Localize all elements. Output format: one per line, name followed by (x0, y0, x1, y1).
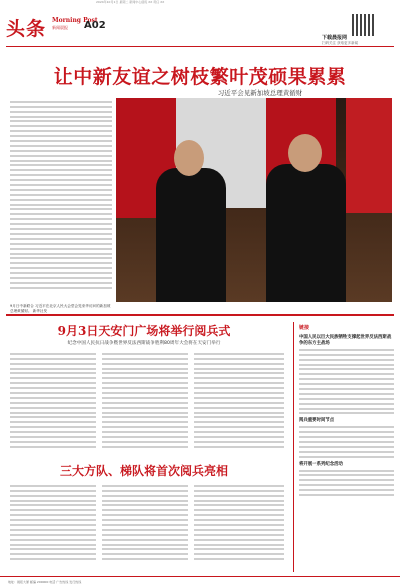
sidebar-item-title: 阅兵重要时间节点 (299, 418, 335, 424)
story2-column-1 (10, 350, 96, 458)
story3-column-2 (102, 482, 188, 572)
qr-code-icon (352, 14, 374, 36)
sidebar-item-title: 将开展一系列纪念活动 (299, 461, 343, 467)
lead-photo (116, 98, 392, 302)
sidebar-item-body (299, 426, 394, 457)
sidebar-item-body (299, 470, 394, 496)
page-footer: 地址：晨报大厦 邮编 200000 电话 广告热线 发行热线 (0, 576, 400, 588)
header-rule (6, 46, 394, 47)
person-left-head (174, 140, 204, 176)
app-name: 下载晨报网 (322, 35, 348, 41)
sidebar-links (293, 322, 394, 572)
flag (346, 98, 392, 213)
person-left (156, 168, 226, 302)
sidebar-item-title: 中国人民以巨大民族牺牲支撑起世界反法西斯战争的东方主战场 (299, 335, 392, 346)
date-line: 2024年10月1日 星期二 新闻中心值班 XX 责任 XX (96, 0, 165, 4)
story2-title: 9月3日天安门广场将举行阅兵式 (57, 324, 231, 338)
person-right-head (288, 134, 322, 172)
lead-body-text (10, 98, 112, 304)
newspaper-logo: Morning Post (52, 17, 98, 24)
app-subtitle: 扫码关注 获取更多新闻 (322, 41, 359, 45)
story2-column-2 (102, 350, 188, 458)
section-title: 头条 (6, 18, 47, 40)
lead-headline: 让中新友谊之树枝繁叶茂硕果累累 (53, 66, 347, 88)
sidebar-item-body (299, 349, 394, 415)
newspaper-logo-cn: 新闻晨报 (52, 25, 68, 30)
story3-title: 三大方队、梯队将首次阅兵亮相 (59, 464, 228, 478)
story2-column-3 (194, 350, 284, 458)
section-rule (6, 314, 394, 316)
lead-subhead: 习近平会见新加坡总理黄循财 (217, 89, 303, 97)
lead-photo-caption: 9月日中新联合 习近平在北京人民大会堂会见来华访问的新加坡总理黄循财。 新华社发 (10, 304, 111, 313)
story2-subtitle: 纪念中国人民抗日战争暨世界反法西斯战争胜利80周年大会将在天安门举行 (67, 341, 221, 346)
story3-column-1 (10, 482, 96, 572)
page-header (0, 6, 400, 46)
sidebar-head: 链接 (299, 325, 310, 331)
person-right (266, 164, 346, 302)
story3-column-3 (194, 482, 284, 572)
page-code: A02 (84, 20, 106, 31)
